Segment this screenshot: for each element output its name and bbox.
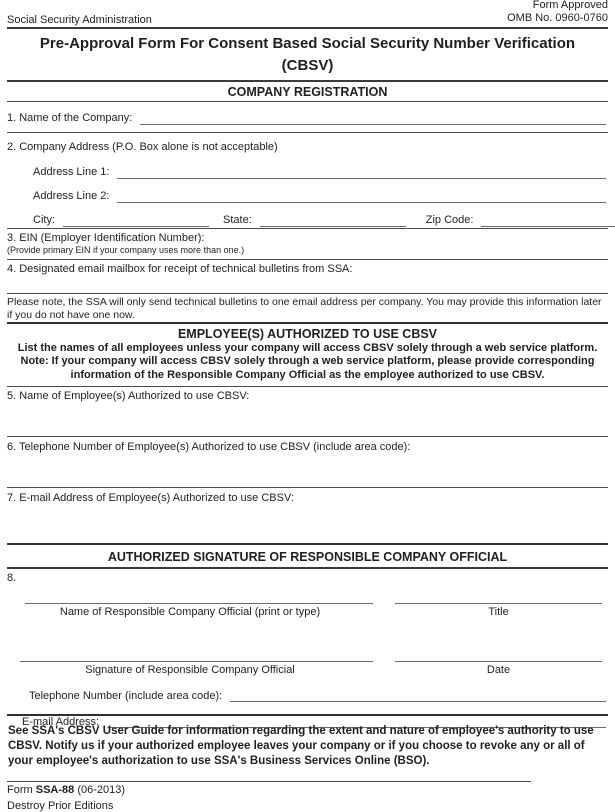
destroy-prior-editions-note: Destroy Prior Editions — [7, 799, 114, 812]
official-phone-input[interactable] — [230, 687, 606, 702]
item-1-row — [7, 102, 608, 133]
item-5-row — [7, 387, 608, 437]
form-title-line2: (CBSV) — [281, 56, 334, 74]
employee-emails-area[interactable] — [7, 504, 608, 532]
user-guide-note: See SSA's CBSV User Guide for information regarding the extent and nature of employee's authority to use CBSV. Notify us if your authorized employee leaves your company or if you choose to revoke any or all of your employee's authorization to use SSA's Business Services Online (BSO). — [8, 725, 594, 768]
item-4-row — [7, 260, 608, 294]
item-6-label: 6. Telephone Number of Employee(s) Authorized to use CBSV (include area code): — [7, 441, 411, 454]
employees-section-title: EMPLOYEE(S) AUTHORIZED TO USE CBSV — [177, 326, 438, 341]
state-label: State: — [223, 213, 252, 226]
item-3-label: 3. EIN (Employer Identification Number): — [7, 231, 205, 244]
employees-section-header — [7, 324, 608, 388]
official-signature-caption: Signature of Responsible Company Official — [85, 664, 295, 677]
employee-phones-area[interactable] — [7, 453, 608, 481]
official-title-input[interactable] — [395, 589, 602, 604]
form-number: SSA-88 — [35, 784, 75, 797]
address-line-2-input[interactable] — [117, 188, 606, 203]
signature-date-caption: Date — [486, 664, 511, 677]
company-name-input[interactable] — [140, 110, 606, 125]
form-approved-block — [507, 0, 608, 26]
zip-code-label: Zip Code: — [425, 213, 474, 226]
form-approved-label: Form Approved — [532, 0, 608, 11]
signature-date-line-row — [7, 644, 608, 662]
official-title-caption: Title — [488, 606, 509, 619]
signature-block — [7, 569, 608, 729]
address-line-1-label: Address Line 1: — [33, 165, 110, 178]
agency-name: Social Security Administration — [7, 14, 152, 26]
item-8-number: 8. — [7, 572, 17, 585]
city-state-zip-row — [33, 212, 606, 227]
form-title — [7, 29, 608, 82]
official-phone-label: Telephone Number (include area code): — [29, 690, 223, 703]
name-title-line-row — [7, 586, 608, 604]
top-header — [7, 0, 608, 29]
address-line-1-input[interactable] — [117, 164, 606, 179]
form-edition: (06-2013) — [77, 784, 126, 797]
item-3-note: (Provide primary EIN if your company uses more than one.) — [7, 244, 245, 255]
official-name-input[interactable] — [25, 589, 373, 604]
company-registration-title: COMPANY REGISTRATION — [227, 84, 388, 99]
official-name-caption: Name of Responsible Company Official (print or type) — [59, 606, 321, 619]
item-7-row — [7, 488, 608, 545]
form-number-prefix: Form — [7, 784, 33, 797]
employee-names-area[interactable] — [7, 402, 608, 430]
employees-instructions: List the names of all employees unless your company will access CBSV solely through a web service platform. Note: If your company will access CBSV solely through a web service platform, please provide corresponding information of the Responsible Company Official as the employee authorized to use CBSV. — [17, 341, 598, 382]
name-title-caption-row — [7, 604, 608, 618]
city-label: City: — [33, 213, 55, 226]
form-number-line — [7, 782, 608, 797]
official-signature-input[interactable] — [20, 647, 373, 662]
zip-code-input[interactable] — [481, 212, 615, 227]
signature-date-input[interactable] — [395, 647, 602, 662]
technical-bulletin-note: Please note, the SSA will only send technical bulletins to one email address per company. You may provide this information later if you do not have one now. — [7, 294, 608, 324]
technical-bulletin-email-input[interactable] — [7, 275, 608, 289]
address-line-1-row — [33, 164, 606, 179]
official-phone-row — [29, 687, 608, 702]
item-2-label: 2. Company Address (P.O. Box alone is not acceptable) — [7, 140, 278, 153]
official-email-label: E-mail Address: — [22, 716, 100, 729]
omb-number: OMB No. 0960-0760 — [507, 12, 608, 25]
signature-section-title: AUTHORIZED SIGNATURE OF RESPONSIBLE COMPANY OFFICIAL — [7, 545, 608, 569]
state-input[interactable] — [260, 212, 406, 227]
company-registration-table — [7, 101, 608, 324]
item-5-label: 5. Name of Employee(s) Authorized to use CBSV: — [7, 390, 250, 403]
item-3-row — [7, 229, 608, 260]
address-line-2-label: Address Line 2: — [33, 189, 110, 202]
item-2-row — [7, 133, 608, 229]
item-7-label: 7. E-mail Address of Employee(s) Authorized to use CBSV: — [7, 492, 294, 505]
item-4-label: 4. Designated email mailbox for receipt of technical bulletins from SSA: — [7, 262, 353, 275]
signature-date-caption-row — [7, 662, 608, 676]
form-title-line1: Pre-Approval Form For Consent Based Social Security Number Verification — [39, 35, 576, 52]
address-line-2-row — [33, 188, 606, 203]
city-input[interactable] — [63, 212, 209, 227]
item-6-row — [7, 437, 608, 488]
item-1-label: 1. Name of the Company: — [7, 111, 133, 124]
